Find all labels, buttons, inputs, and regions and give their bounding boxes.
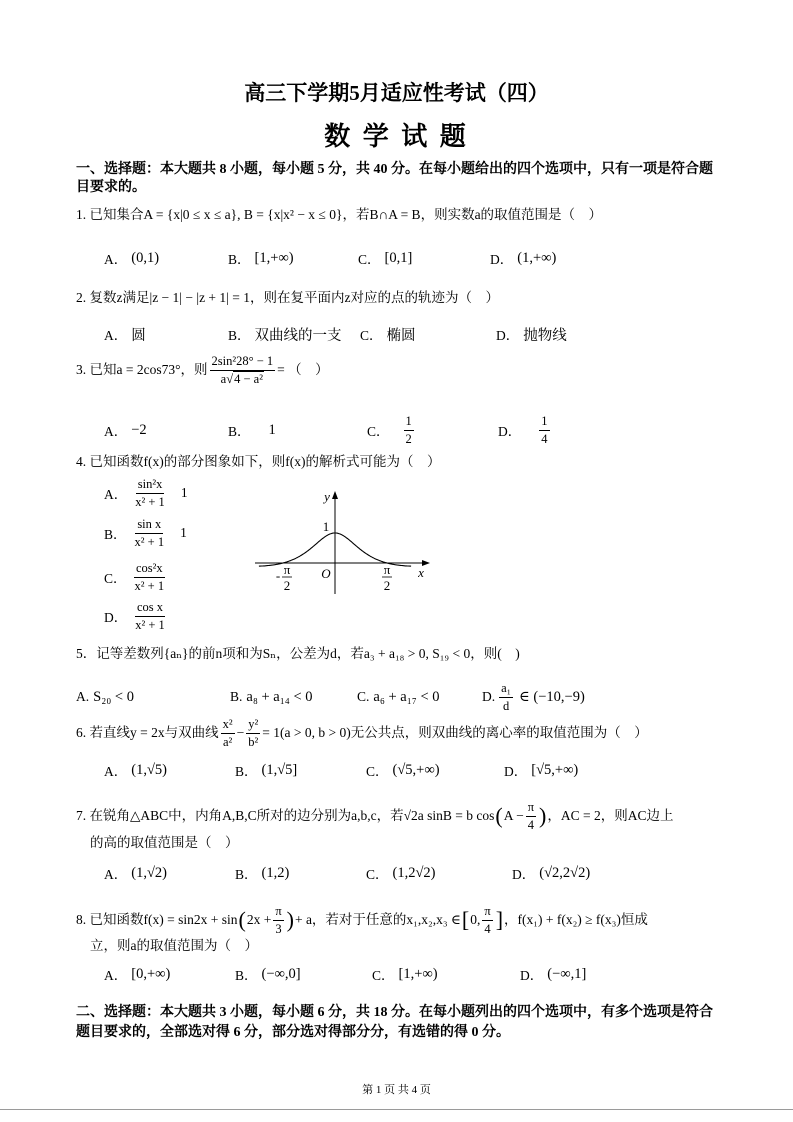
- fraction-numerator: 1: [404, 414, 414, 430]
- q6-stem-pre: 6. 若直线y = 2x与双曲线: [76, 725, 219, 740]
- fraction-numerator: π: [526, 800, 536, 816]
- page-number: 第 1 页 共 4 页: [362, 1084, 431, 1096]
- left-bracket: [: [461, 907, 470, 932]
- option-fraction: [539, 414, 549, 446]
- q5-options: [0, 680, 793, 714]
- option-label: B．: [104, 527, 127, 542]
- fraction-numerator: 1: [539, 414, 549, 430]
- option-label: D．: [512, 867, 536, 882]
- fraction-numerator: a₁: [499, 681, 513, 697]
- option-label: A．: [104, 867, 128, 882]
- q7-stem-line2: 的高的取值范围是（ ）: [90, 835, 239, 850]
- q2-option-c: [360, 324, 416, 344]
- option-value: 1: [268, 421, 276, 438]
- fraction-numerator: cos²x: [134, 561, 165, 577]
- q6-option-b: [235, 756, 297, 784]
- q8-option-c: [372, 963, 438, 985]
- q5-option-c: [357, 680, 440, 714]
- fraction-denominator: b²: [248, 734, 259, 749]
- fraction-denominator: 4: [541, 431, 548, 446]
- option-value: (√2,2√2): [539, 864, 591, 881]
- option-fraction: [133, 600, 167, 632]
- q3-stem: [76, 350, 329, 390]
- q5-option-a: [76, 680, 134, 714]
- fraction-numerator: sin x: [135, 517, 163, 533]
- option-fraction: [499, 681, 513, 713]
- q8-stem-post: ，f(x₁) + f(x₂) ≥ f(x₃)恒成: [504, 912, 648, 927]
- q1-option-a: [104, 248, 159, 268]
- option-tail: 1: [180, 485, 188, 500]
- q4-option-d-row: [0, 599, 793, 633]
- option-value: [√5,+∞): [531, 761, 579, 778]
- q8-options: [0, 963, 793, 985]
- option-value: (1,√5): [131, 761, 167, 778]
- neg-tick-denominator: 2: [283, 577, 291, 593]
- pos-tick-numerator: π: [383, 561, 391, 577]
- q6-option-d: [504, 756, 578, 784]
- q6-stem: [76, 714, 648, 752]
- sqrt-radicand: 4 − a²: [234, 371, 263, 386]
- option-label: C．: [372, 968, 395, 983]
- q6-option-c: [366, 756, 440, 784]
- option-value: (−∞,0]: [261, 965, 301, 982]
- option-label: D.: [482, 689, 496, 704]
- q8-option-d: [520, 963, 586, 985]
- option-tail: 1: [180, 525, 187, 540]
- q7-option-b: [235, 859, 289, 887]
- option-value: [0,+∞): [131, 965, 171, 982]
- neg-tick-sign: -: [275, 567, 281, 583]
- q8-interval-inner: 0,: [470, 912, 481, 927]
- fraction-denominator: 3: [275, 921, 282, 936]
- q4-option-b: [104, 516, 187, 550]
- option-label: A.: [76, 689, 90, 704]
- option-value: a₆ + a₁₇ < 0: [373, 688, 440, 705]
- fraction-denominator: a²: [222, 734, 233, 749]
- q7-stem-pre: 7. 在锐角△ABC中，内角A,B,C所对的边分别为a,b,c，若√2a sinB = b cos: [76, 808, 495, 823]
- q3-option-d: [498, 410, 552, 450]
- q3-option-a: [104, 410, 147, 450]
- pi-over-4-fraction: [482, 904, 492, 936]
- q3-stem-post: = （ ）: [277, 362, 329, 377]
- x-axis-label: x: [418, 564, 424, 580]
- fraction-denominator: 4: [484, 921, 491, 936]
- hyperbola-x-fraction: [221, 717, 235, 749]
- q7-paren-inner: A −: [503, 808, 524, 823]
- option-fraction: [133, 561, 167, 593]
- exam-title: 高三下学期5月适应性考试（四）: [244, 81, 549, 105]
- q3-expression-fraction: [210, 354, 276, 386]
- option-label: B.: [230, 689, 243, 704]
- option-label: B．: [235, 968, 258, 983]
- minus-sign: −: [236, 725, 245, 740]
- option-label: D．: [498, 424, 522, 439]
- q7-option-a: [104, 859, 167, 887]
- left-paren: (: [238, 907, 246, 932]
- q7-stem-line1: [76, 798, 674, 834]
- option-value: [0,1]: [384, 249, 413, 266]
- option-label: C．: [367, 424, 390, 439]
- option-label: B．: [235, 764, 258, 779]
- hyperbola-y-fraction: [246, 717, 260, 749]
- q7-option-c: [366, 859, 436, 887]
- option-label: B．: [228, 424, 251, 439]
- option-value: (0,1): [131, 249, 160, 266]
- q1-options: [0, 248, 793, 268]
- option-label: A．: [104, 328, 128, 343]
- option-label: B．: [235, 867, 258, 882]
- option-label: D．: [496, 328, 520, 343]
- q5-option-b: [230, 680, 313, 714]
- q4-option-c: [104, 560, 168, 594]
- option-label: C.: [357, 689, 370, 704]
- option-label: C．: [366, 867, 389, 882]
- fraction-denominator: d: [502, 698, 510, 713]
- q8-stem-line1: [76, 902, 648, 938]
- q5-stem: 5．记等差数列{aₙ}的前n项和为Sₙ，公差为d，若a₃ + a₁₈ > 0, S₁₉ < 0，则( ): [76, 646, 520, 661]
- section1-heading-line1: 一、选择题：本大题共 8 小题，每小题 5 分，共 40 分。在每小题给出的四个选项中，只有一项是符合题: [76, 162, 713, 177]
- origin-label: O: [321, 565, 331, 581]
- q3-option-b: [228, 410, 276, 450]
- fraction-denominator: [219, 371, 266, 386]
- q8-paren-inner: 2x +: [246, 912, 272, 927]
- pos-tick-denominator: 2: [383, 577, 391, 593]
- fraction-numerator: π: [482, 904, 492, 920]
- q8-stem-pre: 8. 已知函数f(x) = sin2x + sin: [76, 912, 238, 927]
- fraction-denominator: x² + 1: [134, 534, 165, 549]
- fraction-numerator: 2sin²28° − 1: [210, 354, 276, 370]
- option-value: 抛物线: [523, 327, 567, 344]
- q7-stem-post: ，AC = 2，则AC边上: [547, 808, 674, 823]
- option-value: (1,+∞): [517, 249, 557, 266]
- fraction-denominator: x² + 1: [135, 617, 165, 632]
- pi-over-4-fraction: [526, 800, 536, 832]
- option-label: A．: [104, 424, 128, 439]
- option-label: A．: [104, 968, 128, 983]
- option-label: D．: [104, 610, 128, 625]
- option-value: [1,+∞): [398, 965, 438, 982]
- y-axis-label: y: [324, 488, 330, 504]
- left-paren: (: [495, 803, 503, 828]
- option-label: C．: [360, 328, 383, 343]
- q2-option-d: [496, 324, 567, 344]
- option-label: C．: [366, 764, 389, 779]
- option-value: [1,+∞): [254, 249, 294, 266]
- option-label: D．: [504, 764, 528, 779]
- option-value: S₂₀ < 0: [93, 688, 134, 705]
- q3-stem-pre: 3. 已知a = 2cos73°，则: [76, 362, 208, 377]
- section2-heading-line1: 二、选择题：本大题共 3 小题，每小题 6 分，共 18 分。在每小题列出的四个选项中，有多个选项是符合: [76, 1005, 713, 1020]
- q8-stem-mid: + a，若对于任意的x₁,x₂,x₃ ∈: [294, 912, 461, 927]
- fraction-numerator: x²: [221, 717, 235, 733]
- option-value: 双曲线的一支: [254, 327, 342, 344]
- option-fraction: [133, 477, 167, 509]
- q8-option-a: [104, 963, 170, 985]
- right-bracket: ]: [495, 907, 504, 932]
- q1-option-d: [490, 248, 556, 268]
- pi-over-3-fraction: [273, 904, 283, 936]
- q3-option-c: [367, 410, 416, 450]
- option-value: 圆: [131, 327, 146, 344]
- fraction-numerator: sin²x: [136, 477, 165, 493]
- sqrt-sign: √: [226, 371, 234, 386]
- fraction-numerator: y²: [246, 717, 260, 733]
- option-value: (1,√2): [131, 864, 167, 881]
- option-fraction: [133, 517, 167, 549]
- option-value: −2: [131, 421, 147, 438]
- option-label: B．: [228, 252, 251, 267]
- function-graph: [250, 488, 440, 598]
- den-variable: a: [220, 371, 227, 386]
- option-value: ∈ (−10,−9): [519, 688, 585, 705]
- q4-stem: 4. 已知函数f(x)的部分图象如下，则f(x)的解析式可能为（ ）: [76, 454, 441, 469]
- option-value: (1,2√2): [392, 864, 436, 881]
- q6-options: [0, 756, 793, 784]
- q2-stem: 2. 复数z满足|z − 1| − |z + 1| = 1，则在复平面内z对应的点的轨迹为（ ）: [76, 290, 499, 305]
- q5-option-d: [482, 680, 585, 714]
- peak-label: 1: [322, 518, 330, 534]
- option-label: B．: [228, 328, 251, 343]
- q7-option-d: [512, 859, 590, 887]
- option-value: 椭圆: [386, 327, 416, 344]
- y-axis-arrow: [332, 491, 338, 499]
- q6-option-a: [104, 756, 167, 784]
- q2-option-a: [104, 324, 146, 344]
- fraction-denominator: x² + 1: [134, 578, 165, 593]
- option-label: C．: [104, 571, 127, 586]
- q8-stem-line2: 立，则a的取值范围为（ ）: [90, 938, 258, 953]
- option-label: D．: [520, 968, 544, 983]
- q7-options: [0, 859, 793, 887]
- option-label: A．: [104, 764, 128, 779]
- q4-option-d: [104, 599, 169, 633]
- option-value: (1,√5]: [261, 761, 298, 778]
- option-fraction: [404, 414, 414, 446]
- option-value: (√5,+∞): [392, 761, 440, 778]
- bottom-rule: [0, 1109, 793, 1110]
- option-value: a₈ + a₁₄ < 0: [246, 688, 313, 705]
- fraction-denominator: 4: [527, 817, 535, 832]
- option-label: A．: [104, 487, 128, 502]
- q8-option-b: [235, 963, 301, 985]
- q3-options: [0, 410, 793, 450]
- right-paren: ): [286, 907, 294, 932]
- option-label: A．: [104, 252, 128, 267]
- q2-option-b: [228, 324, 342, 344]
- q2-options: [0, 324, 793, 344]
- q1-stem: 1. 已知集合A = {x|0 ≤ x ≤ a}, B = {x|x² − x ≤ 0}，若B∩A = B，则实数a的取值范围是（ ）: [76, 207, 603, 222]
- option-label: D．: [490, 252, 514, 267]
- option-value: (1,2): [261, 864, 290, 881]
- fraction-denominator: 2: [405, 431, 412, 446]
- right-paren: ): [539, 803, 547, 828]
- section2-heading-line2: 题目要求的，全部选对得 6 分，部分选对得部分分，有选错的得 0 分。: [76, 1025, 510, 1040]
- neg-tick-numerator: π: [283, 561, 291, 577]
- q4-option-a: [104, 476, 188, 510]
- fraction-numerator: π: [273, 904, 283, 920]
- section1-heading-line2: 目要求的。: [76, 180, 146, 195]
- subject-title: 数 学 试 题: [324, 122, 469, 151]
- q6-stem-post: = 1(a > 0, b > 0)无公共点，则双曲线的离心率的取值范围为（ ）: [262, 725, 648, 740]
- q1-option-b: [228, 248, 294, 268]
- q1-option-c: [358, 248, 412, 268]
- option-label: C．: [358, 252, 381, 267]
- option-value: (−∞,1]: [547, 965, 587, 982]
- fraction-numerator: cos x: [135, 600, 165, 616]
- fraction-denominator: x² + 1: [135, 494, 165, 509]
